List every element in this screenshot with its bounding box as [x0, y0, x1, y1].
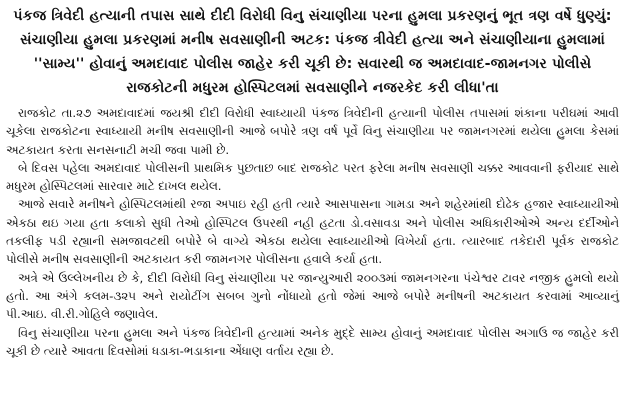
article-paragraph-5: વિનુ સંચાણીયા પરના હુમલા અને પંકજ ત્રિવેદીની હત્યામાં અનેક મુદ્દે સામ્ય હોવાનું અમદાવાદ પોલીસ અગાઉ જ જાહેર કરી ચૂકી છે ત્યારે આવતા દિવસોમાં ધડાકા-ભડાકાના એંધાણ વર્તાય રહ્યા છે.: [6, 325, 619, 358]
article-body: [6, 104, 619, 360]
article-headline: પંકજ ત્રિવેદી હત્યાની તપાસ સાથે દીદી વિરોધી વિનુ સંચાણીયા પરના હુમલા પ્રકરણનું ભૂત ત્રણ વર્ષે ધુણ્યું: સંચાણીયા હુમલા પ્રકરણમાં મનીષ સવસાણીની અટક: પંકજ ત્રીવેદી હત્યા અને સંચાણીયાના હુમલામાં ''સામ્ય'' હોવાનું અમદાવાદ પોલીસ જાહેર કરી ચૂકી છે: સવારથી જ અમદાવાદ-જામનગર પોલીસે રાજકોટની મધુરમ હોસ્પિટલમાં સવસાણીને નજરકેદ કરી લીધા'તા: [13, 8, 612, 96]
article-paragraph-3: આજે સવારે મનીષને હોસ્પિટલમાંથી રજા અપાઇ રહી હતી ત્યારે આસપાસના ગામડા અને શહેરમાંથી દોઢેક હજાર સ્વાધ્યાયીઓ એકઠા થઇ ગયા હતા કલાકો સુધી તેઓ હોસ્પિટલ ઉપરથી નહી હટતા ડો.વસાવડા અને પોલીસ અધિકારીઓએ અન્ય દર્દીઓને તકલીફ પડી રહ્યાની સમજાવટથી બપોરે બે વાગ્યે એકઠા થયેલા સ્વાધ્યાયીઓ વિખેર્યા હતા. ત્યારબાદ તકેદારી પૂર્વક રાજકોટ પોલીસે મનીષ સવસાણીની અટકાયત કરી જામનગર પોલીસના હવાલે કર્યા હતા.: [6, 197, 619, 267]
article-paragraph-4: અત્રે એ ઉલ્લેખનીય છે કે, દીદી વિરોધી વિનુ સંચાણીયા પર જાન્યુઆરી ૨૦૦૩માં જામનગરના પંચેશ્વર ટાવર નજીક હુમલો થયો હતો. આ અંગે કલમ-૩૨૫ અને રાયોટીંગ સબબ ગુનો નોંધાયો હતો જેમાં આજે બપોરે મનીષની અટકાયત કરવામાં આવ્યાનું પી.આઇ. વી.રી.ગોહિલે જણાવેલ.: [6, 270, 619, 322]
article-paragraph-1: રાજકોટ તા.૨૭ અમદાવાદમાં જયશ્રી દીદી વિરોધી સ્વાધ્યાયી પંકજ ત્રિવેદીની હત્યાની પોલીસ તપાસમાં શંકાના પરીઘમાં આવી ચૂકેલા રાજકોટના સ્વાધ્યાયી મનીષ સવસાણીની આજે બપોરે ત્રણ વર્ષ પૂર્વે વિનુ સંચાણીયા પર જામનગરમાં થયેલા હુમલા કેસમાં અટકાયત કરતા સનસનાટી મચી જવા પામી છે.: [6, 106, 619, 157]
article-paragraph-2: બે દિવસ પહેલા અમદાવાદ પોલીસની પ્રાથમિક પુછતાછ બાદ રાજકોટ પરત ફરેલા મનીષ સવસાણી ચક્કર આવવાની ફરીયાદ સાથે મધુરમ હોસ્પિટલમાં સારવાર માટે દાખલ થયેલ.: [6, 160, 619, 194]
